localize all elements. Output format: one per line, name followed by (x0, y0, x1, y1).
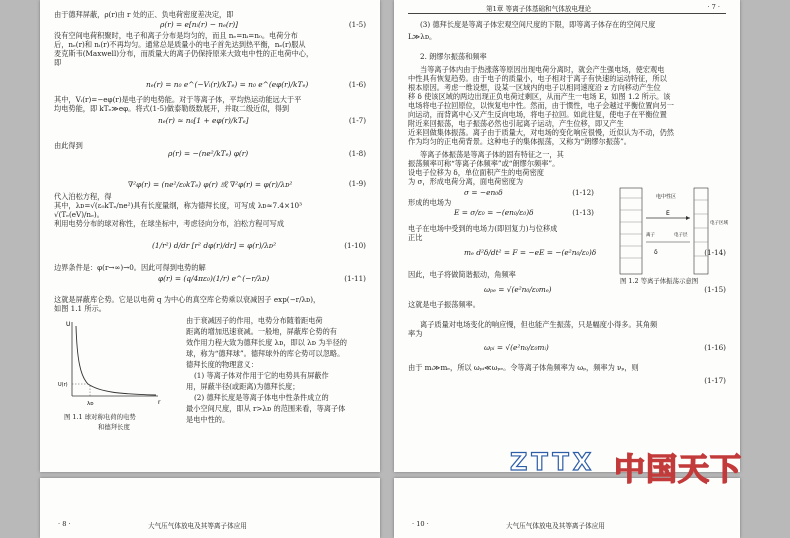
equation: (1/r²) d/dr [r² dφ(r)/dr] = φ(r)/λᴅ² (152, 241, 277, 250)
body-text-line: 其中，λᴅ=√(ε₀kTₑ/ne²)具有长度量纲，称为德拜长度，可写成 λᴅ≈7.4×10³ (54, 201, 302, 210)
bottom-right-page-number: · 10 · (412, 520, 429, 528)
body-text-line: 这就是电子振荡频率。 (408, 300, 480, 309)
figure-1-1-caption-2: 和德拜长度 (98, 423, 130, 431)
body-text-line: 球，称为“德拜球”。德拜球外的库仑势可以忽略。 (186, 349, 345, 358)
bottom-right-header: 大气压气体放电及其等离子体应用 (506, 522, 605, 530)
body-text-line: 因此，电子将做简谐振动，角频率 (408, 270, 516, 279)
body-text-line: 德拜长度的物理意义： (186, 360, 258, 369)
body-text-line: 设电子位移为 δ，单位面积产生的电荷密度 (408, 168, 544, 177)
body-text-line: 当等离子体内由于热涨落等原因出现电荷分离时，就会产生强电场，使宏观电 (420, 65, 665, 74)
figure-1-1-tick-y: U(r) (58, 382, 68, 388)
equation-number: (1-11) (344, 274, 366, 283)
body-text-line: 向运动，而背离中心又产生反向电场，将电子拉回。如此往复，使电子在平衡位置 (408, 110, 667, 119)
figure-1-2-label-e: E (666, 210, 670, 217)
body-text-line: 没有空间电荷积聚时，电子和离子分布是均匀的，而且 nₑ=nᵢ=n₀。电荷分布 (54, 31, 298, 40)
body-text-line: 即 (54, 58, 62, 67)
figure-1-2-label-electron-region: 电子区域 (710, 221, 728, 226)
body-text-line: 近来回做集体振荡。离子由于质量大，对电场的变化响应很慢，近似认为不动，仍然 (408, 128, 674, 137)
body-text-line: 作为均匀的正电荷背景。这种电子的集体振荡，又称为“朗缪尔振荡”。 (408, 137, 631, 146)
body-text-line: 离子质量对电场变化的响应慢，但也能产生振荡，只是幅度小得多。其角频 (420, 320, 658, 329)
equation: ωₚₑ = √(e²n₀/ε₀mₑ) (484, 285, 552, 294)
body-text-line: 振荡频率可称“等离子体频率”或“朗缪尔频率”。 (408, 159, 560, 168)
equation: σ = −en₀δ (464, 188, 503, 197)
figure-1-2-label-electron-layer: 电子层 (674, 233, 688, 238)
body-text-line: 代入泊松方程，得 (54, 192, 112, 201)
body-text-line: (2) 德拜长度是等离子体电中性条件成立的 (194, 393, 329, 402)
figure-1-2-label-ion: 离子 (646, 233, 655, 238)
equation: nₑ(r) ≈ n₀[1 + eφ(r)/kTₑ] (158, 116, 249, 125)
equation: ∇²φ(r) = (ne²/ε₀kTₑ) φ(r) 或 ∇²φ(r) = φ(r)/λᴅ² (128, 180, 293, 189)
body-text-line: (1) 等离子体对作用于它的电势具有屏蔽作 (194, 371, 329, 380)
figure-1-1-caption: 图 1.1 球对称电荷的电势 (64, 413, 136, 421)
header-rule (408, 13, 726, 14)
body-text-line: 由于 mᵢ≫mₑ，所以 ωₚᵢ≪ωₚₑ。令等离子体角频率为 ωₚ，频率为 νₚ，则 (408, 363, 639, 372)
body-text-line: 电场将电子拉回原位，以恢复电中性。然而，由于惯性，电子会越过平衡位置向另一 (408, 101, 674, 110)
body-text-line: 等离子体振荡是等离子体的固有特征之一，其 (420, 150, 564, 159)
equation-number: (1-16) (704, 343, 726, 352)
right-page (394, 0, 740, 472)
body-text-line: 2. 朗缪尔振荡和频率 (420, 52, 487, 61)
equation-number: (1-6) (348, 80, 366, 89)
body-text-line: 正比 (408, 233, 423, 242)
body-text-line: 后，nₑ(r)和 nᵢ(r)不再均匀。通常总是质量小的电子首先达到热平衡，nₑ(r)服从 (54, 40, 306, 49)
body-text-line: 均电势能，即 kTₑ≫eφ。将式(1-5)做泰勒级数展开，并取二级近似，得到 (54, 104, 290, 113)
body-text-line: 为 σ，形成电荷分离，面电荷密度为 (408, 177, 524, 186)
watermark-chinese: 中国天下 (614, 452, 742, 488)
equation: ωₚᵢ = √(e²n₀/ε₀mᵢ) (484, 343, 549, 352)
bottom-left-page-number: · 8 · (58, 520, 71, 528)
body-text-line: 这就是屏蔽库仑势。它是以电荷 q 为中心的真空库仑势乘以衰减因子 exp(−r/λᴅ)， (54, 295, 321, 304)
body-text-line: 距离的增加迅速衰减。一般地，屏蔽库仑势的有 (186, 327, 337, 336)
watermark (510, 444, 790, 488)
equation-number: (1-5) (348, 20, 366, 29)
body-text-line: 其中，Vᵢ(r)=−eφ(r)是电子的电势能。对于等离子体，平均热运动能远大于平 (54, 95, 302, 104)
equation-number: (1-8) (348, 149, 366, 158)
equation: nₑ(r) = n₀ e^(−Vᵢ(r)/kTₑ) = n₀ e^(eφ(r)/kTₑ) (146, 80, 309, 89)
body-text-line: L≫λᴅ。 (408, 32, 437, 41)
body-text-line: 形成的电场为 (408, 198, 452, 207)
body-text-line: 用，屏蔽半径(或距离)为德拜长度； (186, 382, 300, 391)
equation: mₑ d²δ/dt² = F = −eE = −(e²n₀/ε₀)δ (464, 248, 597, 257)
body-text-line: 效作用力程大致为德拜长度 λᴅ，即以 λᴅ 为半径的 (186, 338, 347, 347)
figure-1-1-tick-x: λᴅ (87, 401, 94, 407)
body-text-line: 中性具有恢复趋势。由于电子的质量小，电子相对于离子有快速的运动特征，所以 (408, 74, 667, 83)
watermark-latin: ZTTX (510, 448, 596, 476)
body-text-line: 根本原因。考虑一维设想，设某一区域内的电子以相同速度沿 z 方向移动产生位 (408, 83, 661, 92)
body-text-line: 边界条件是：φ(r→∞)→0。因此可得到电势的解 (54, 263, 206, 272)
running-header: 第1章 等离子体基础和气体放电理论 (486, 5, 592, 13)
body-text-line: 由此得到 (54, 141, 83, 150)
figure-1-2-caption: 图 1.2 等离子体振荡示意图 (620, 277, 699, 285)
bottom-left-page (40, 478, 380, 538)
equation-number: (1-17) (704, 376, 726, 385)
body-text-line: (3) 德拜长度是等离子体宏观空间尺度的下限，即等离子体存在的空间尺度 (420, 20, 656, 29)
body-text-line: 附近来回振荡，电子振荡必然也引起离子运动，产生位移，即又产生 (408, 119, 624, 128)
equation-number: (1-15) (704, 285, 726, 294)
equation-number: (1-7) (348, 116, 366, 125)
figure-1-2-label-field: 电中性区 (656, 194, 677, 200)
page-number: · 7 · (707, 3, 720, 11)
body-text-line: 麦克斯韦(Maxwell)分布，而质量大的离子仍保持原来大致电中性的正电荷中心， (54, 49, 314, 58)
equation-number: (1-14) (704, 248, 726, 257)
equation-number: (1-9) (348, 179, 366, 188)
equation-number: (1-13) (572, 208, 594, 217)
equation: φ(r) = (q/4πε₀)(1/r) e^(−r/λᴅ) (158, 274, 270, 283)
figure-1-1-y-axis: U (66, 321, 71, 328)
left-page (40, 0, 380, 472)
body-text-line: √(Tₑ(eV)/nₑ)。 (54, 210, 104, 219)
body-text-line: 如图 1.1 所示。 (54, 304, 106, 313)
figure-1-1 (58, 318, 166, 418)
equation-number: (1-12) (572, 188, 594, 197)
bottom-left-header: 大气压气体放电及其等离子体应用 (148, 522, 247, 530)
equation-number: (1-10) (344, 241, 366, 250)
body-text-line: 率为 (408, 329, 423, 338)
figure-1-1-x-axis: r (158, 399, 161, 406)
equation: ρ(r) = −(ne²/kTₑ) φ(r) (168, 149, 249, 158)
equation: ρ(r) = e[nᵢ(r) − nₑ(r)] (160, 20, 239, 29)
body-text-line: 是电中性的。 (186, 415, 230, 424)
figure-1-2-label-delta: δ (654, 249, 658, 256)
body-text-line: 最小空间尺度，即从 r>λᴅ 的范围来看，等离子体 (186, 404, 346, 413)
body-text-line: 电子在电场中受到的电场力(即回复力)与位移成 (408, 224, 558, 233)
body-text-line: 由于衰减因子的作用，电势分布随着距电荷 (186, 316, 323, 325)
figure-1-2 (606, 184, 728, 276)
body-text-line: 利用电势分布的球对称性，在球坐标中，考虑径向分布，泊松方程可写成 (54, 219, 285, 228)
body-text-line: 由于德拜屏蔽，ρ(r)由 r 处的正、负电荷密度差决定，即 (54, 10, 234, 19)
equation: E = σ/ε₀ = −(en₀/ε₀)δ (454, 208, 534, 217)
body-text-line: 移 δ 使该区域的两边出现正负电荷过剩区，从而产生一电场 E，如图 1.2 所示。该 (408, 92, 671, 101)
